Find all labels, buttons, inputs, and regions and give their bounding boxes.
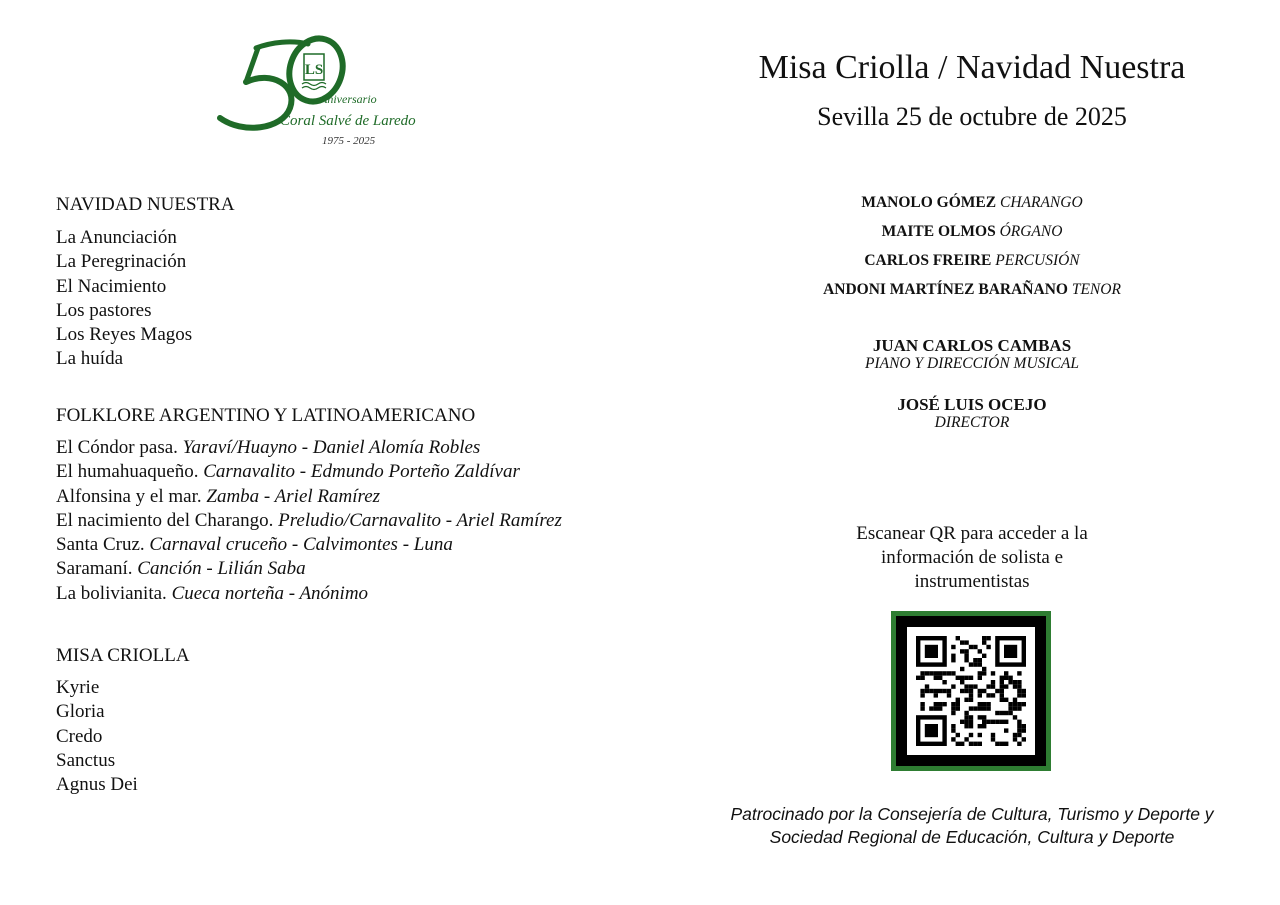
music-director-role: PIANO Y DIRECCIÓN MUSICAL	[865, 355, 1079, 372]
list-item: La bolivianita. Cueca norteña - Anónimo	[56, 582, 369, 604]
logo-aniversario: Aniversario	[320, 92, 377, 106]
list-item: El Nacimiento	[56, 275, 167, 297]
list-item: La Peregrinación	[56, 251, 187, 273]
performer-row: MANOLO GÓMEZ CHARANGO	[861, 194, 1083, 211]
logo-monogram: LS	[304, 62, 324, 78]
list-item: El humahuaqueño. Carnavalito - Edmundo Porteño Zaldívar	[56, 461, 520, 483]
anniversary-logo	[212, 34, 444, 156]
logo-coral-name: Coral Salvé de Laredo	[280, 113, 416, 129]
qr-caption: Escanear QR para acceder a la información de solista e instrumentistas	[856, 523, 1088, 592]
list-item: Sanctus	[56, 749, 116, 771]
list-item: Alfonsina y el mar. Zamba - Ariel Ramírez	[56, 485, 381, 507]
list-item: La huída	[56, 348, 124, 370]
list-item: Santa Cruz. Carnaval cruceño - Calvimontes - Luna	[56, 534, 453, 556]
list-item: El Cóndor pasa. Yaraví/Huayno - Daniel Alomía Robles	[56, 437, 481, 458]
section-title-folklore: FOLKLORE ARGENTINO Y LATINOAMERICANO	[56, 405, 476, 426]
section-title-misa: MISA CRIOLLA	[56, 645, 190, 666]
performer-row: CARLOS FREIRE PERCUSIÓN	[864, 252, 1080, 269]
qr-code[interactable]	[891, 611, 1051, 771]
director-name: JOSÉ LUIS OCEJO	[897, 395, 1047, 414]
section-list-misa	[56, 676, 138, 797]
music-director-name: JUAN CARLOS CAMBAS	[872, 336, 1072, 355]
list-item: Kyrie	[56, 677, 100, 698]
performer-row: ANDONI MARTÍNEZ BARAÑANO TENOR	[823, 281, 1121, 298]
section-list-folklore	[56, 436, 562, 606]
sponsor-line-2: Sociedad Regional de Educación, Cultura y Deporte	[769, 827, 1175, 847]
page-title: Misa Criolla / Navidad Nuestra	[758, 49, 1186, 86]
list-item: Los Reyes Magos	[56, 324, 193, 346]
section-title-navidad: NAVIDAD NUESTRA	[56, 194, 235, 215]
page-subtitle: Sevilla 25 de octubre de 2025	[817, 102, 1127, 131]
list-item: La Anunciación	[56, 227, 177, 248]
list-item: Gloria	[56, 701, 105, 723]
performer-row: MAITE OLMOS ÓRGANO	[881, 223, 1063, 240]
list-item: Saramaní. Canción - Lilián Saba	[56, 558, 306, 580]
list-item: Los pastores	[56, 299, 152, 321]
logo-years: 1975 - 2025	[322, 135, 376, 147]
sponsor-note	[672, 803, 1272, 849]
list-item: Agnus Dei	[56, 774, 138, 796]
director-role: DIRECTOR	[934, 414, 1010, 431]
list-item: Credo	[56, 725, 103, 747]
sponsor-line-1: Patrocinado por la Consejería de Cultura, Turismo y Deporte y	[730, 804, 1214, 824]
section-list-navidad	[56, 226, 192, 372]
list-item: El nacimiento del Charango. Preludio/Carnavalito - Ariel Ramírez	[56, 509, 562, 531]
